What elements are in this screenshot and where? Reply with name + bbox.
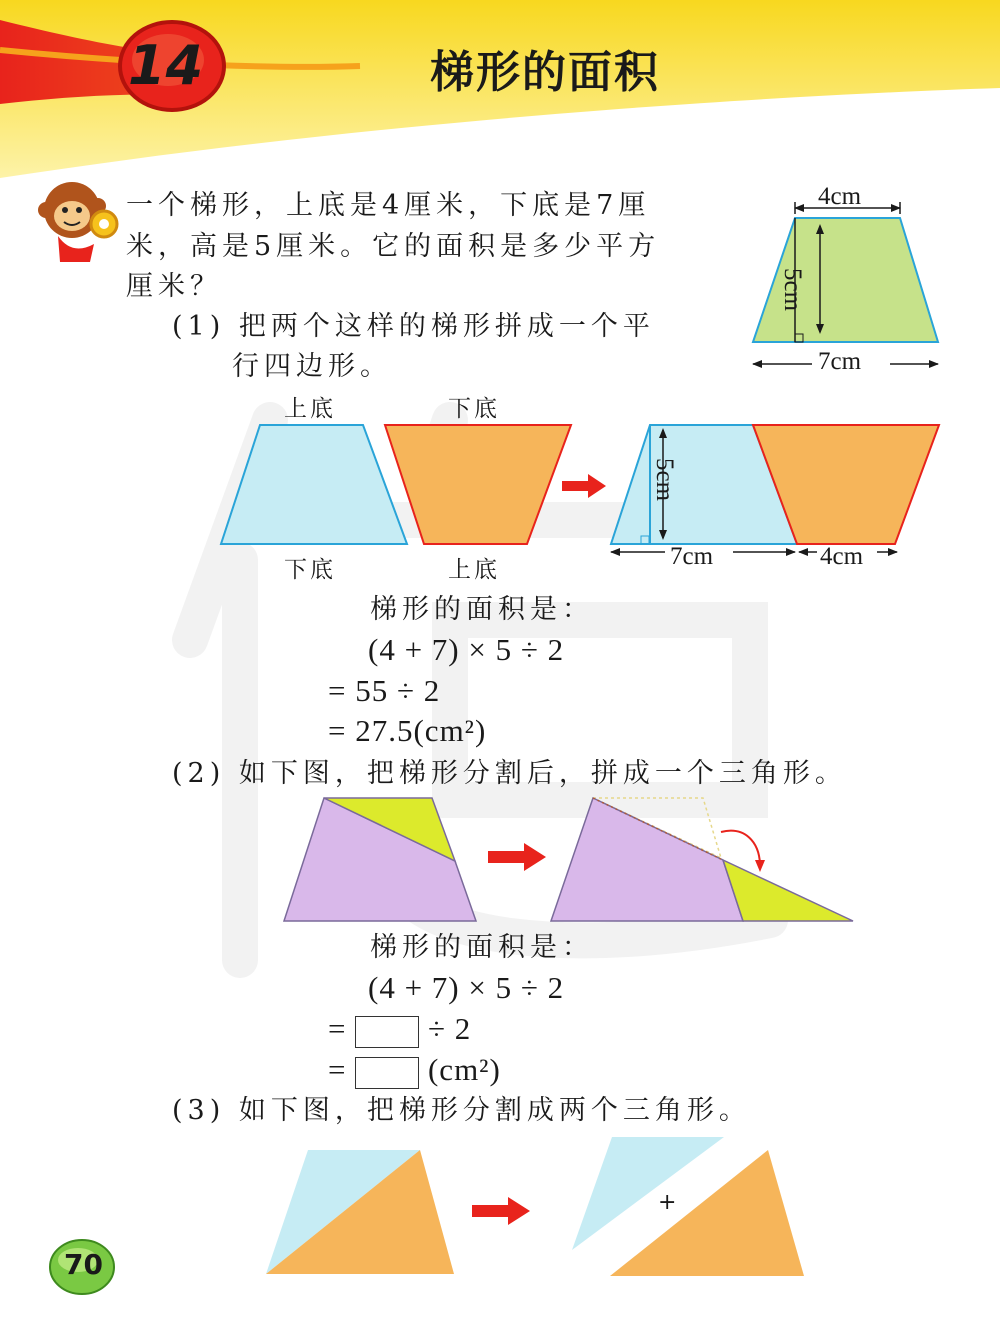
parallelogram-left-dimension: 7cm bbox=[670, 543, 714, 570]
answer-box-1[interactable] bbox=[355, 1016, 419, 1048]
method2-calc-2 bbox=[328, 1011, 471, 1048]
parallelogram-right-dimension: 4cm bbox=[820, 543, 864, 570]
method1-calc-1: (4 + 7) × 5 ÷ 2 bbox=[368, 632, 565, 667]
split-trapezoid-figure bbox=[262, 1146, 462, 1280]
method2-calc-2-divide: ÷ 2 bbox=[427, 1011, 472, 1046]
method2-calc-3-unit: (cm²) bbox=[427, 1052, 501, 1087]
red-arrow-2 bbox=[486, 842, 550, 872]
main-height-dimension: 5cm bbox=[779, 268, 806, 312]
method1-line-2: 行四边形。 bbox=[232, 351, 392, 382]
plus-sign: + bbox=[658, 1190, 677, 1215]
problem-line-2: 米，高是5厘米。它的面积是多少平方 bbox=[126, 231, 661, 262]
label-top-base-right-bottom: 上底 bbox=[448, 557, 500, 583]
triangle-result-figure bbox=[545, 790, 865, 926]
main-bottom-dimension: 7cm bbox=[818, 348, 862, 375]
red-arrow-3 bbox=[470, 1196, 534, 1226]
parallelogram-height-dimension: 5cm bbox=[651, 458, 678, 502]
blue-trapezoid bbox=[221, 425, 407, 544]
label-top-base-left: 上底 bbox=[284, 396, 336, 422]
problem-line-1: 一个梯形，上底是4厘米，下底是7厘 bbox=[126, 190, 651, 221]
yellow-piece-rotated bbox=[723, 860, 853, 921]
label-bottom-base-left: 下底 bbox=[284, 557, 336, 583]
answer-box-2[interactable] bbox=[355, 1057, 419, 1089]
two-triangles-figure bbox=[568, 1134, 812, 1280]
method2-line: (2) 如下图，把梯形分割后，拼成一个三角形。 bbox=[172, 758, 847, 789]
method1-line-1: (1) 把两个这样的梯形拼成一个平 bbox=[172, 311, 655, 342]
two-trapezoids-figure bbox=[215, 418, 585, 552]
method1-heading: 梯形的面积是： bbox=[370, 594, 594, 625]
red-arrow-1 bbox=[560, 472, 610, 500]
label-bottom-base-right-top: 下底 bbox=[448, 396, 500, 422]
orange-trapezoid-flipped bbox=[385, 425, 571, 544]
method2-calc-3 bbox=[328, 1052, 501, 1089]
method2-calc-2-equals: = bbox=[328, 1011, 347, 1046]
cut-trapezoid-figure bbox=[280, 794, 480, 924]
page-title: 梯形的面积 bbox=[430, 47, 660, 98]
main-top-dimension: 4cm bbox=[818, 183, 862, 210]
method2-calc-1: (4 + 7) × 5 ÷ 2 bbox=[368, 970, 565, 1005]
method2-calc-3-equals: = bbox=[328, 1052, 347, 1087]
method1-calc-3: = 27.5(cm²) bbox=[328, 713, 487, 748]
monkey-mascot-icon bbox=[38, 176, 128, 266]
problem-line-3: 厘米？ bbox=[126, 271, 222, 302]
method1-calc-2: = 55 ÷ 2 bbox=[328, 673, 441, 708]
method3-line: (3) 如下图，把梯形分割成两个三角形。 bbox=[172, 1095, 751, 1126]
method2-heading: 梯形的面积是： bbox=[370, 932, 594, 963]
lesson-number: 14 bbox=[128, 34, 204, 97]
page-number: 70 bbox=[64, 1248, 103, 1281]
purple-piece-moved bbox=[551, 798, 743, 921]
